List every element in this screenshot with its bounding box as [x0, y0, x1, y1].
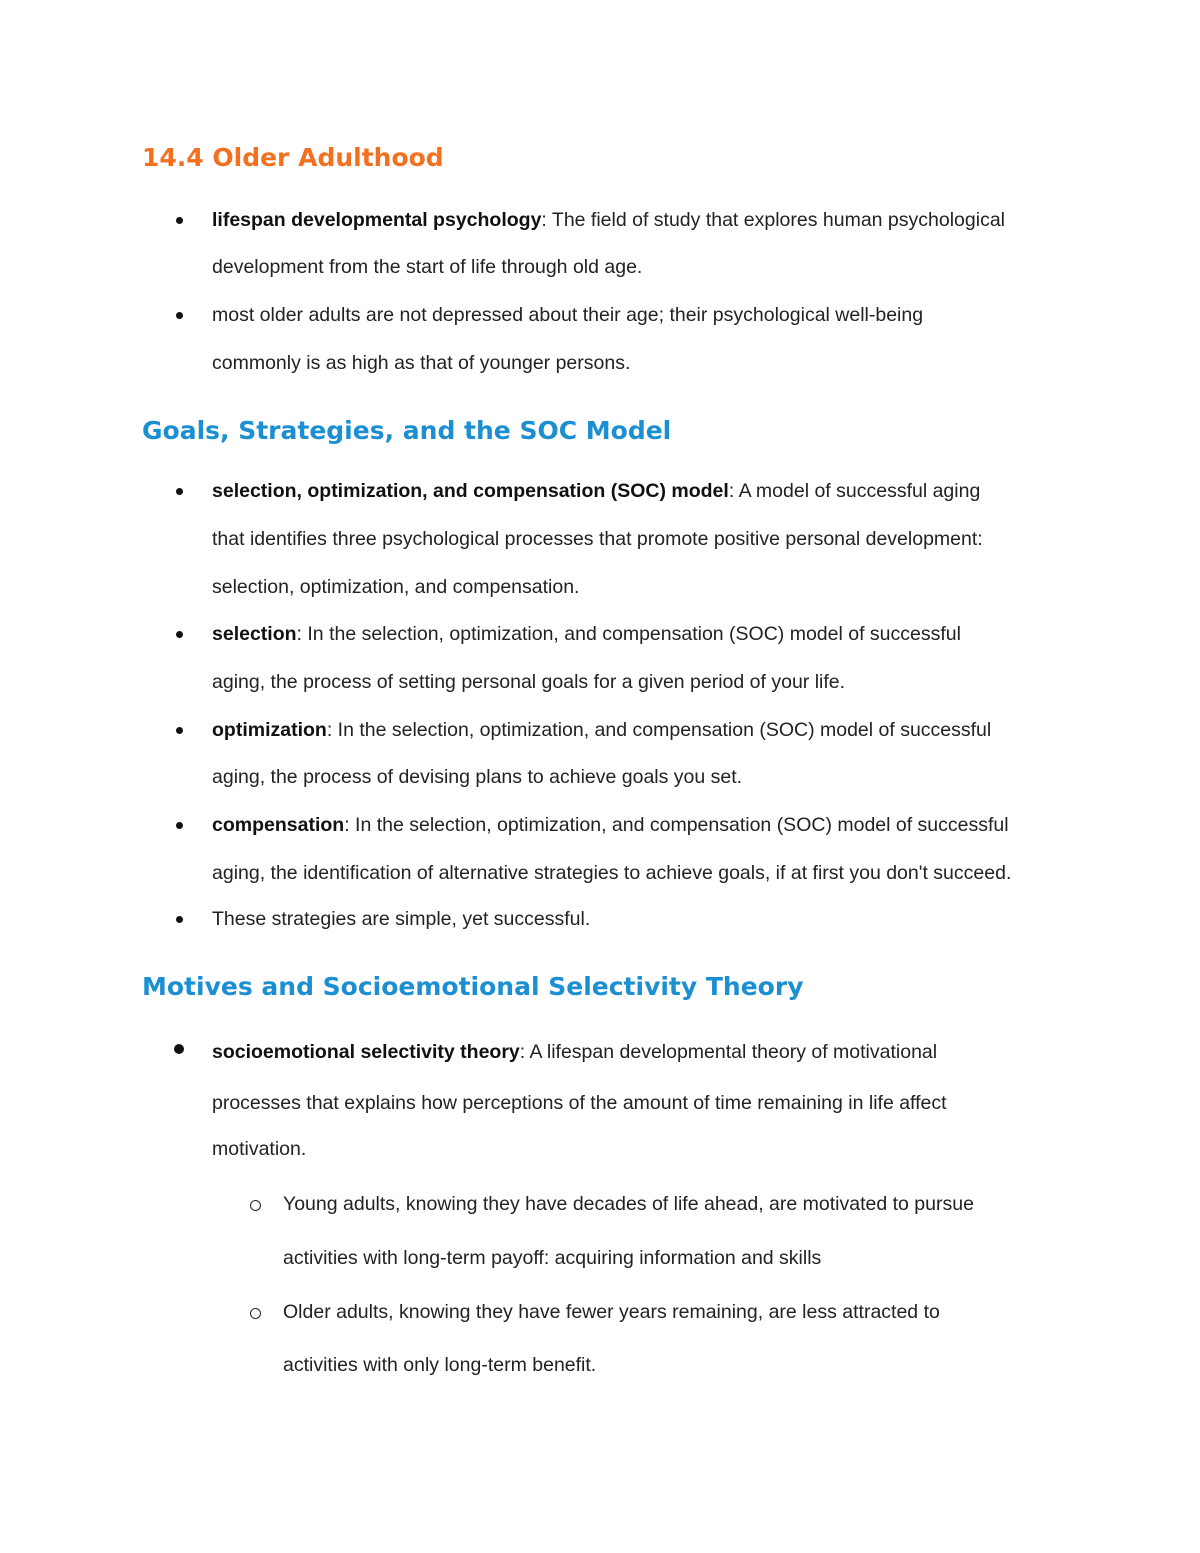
list-item-ses-theory-line2: processes that explains how perceptions of the amount of time remaining in life affect	[212, 1092, 947, 1114]
bullet-icon	[176, 916, 183, 923]
list-item-optimization-line2: aging, the process of devising plans to achieve goals you set.	[212, 766, 743, 788]
term-selection: selection	[212, 623, 297, 645]
sub-item-young-adults-line1: Young adults, knowing they have decades of life ahead, are motivated to pursue	[283, 1193, 974, 1215]
bullet-icon	[176, 312, 183, 319]
term-compensation: compensation	[212, 814, 345, 836]
list-item-lifespan-line1: lifespan developmental psychology: The field of study that explores human psychological	[212, 209, 1005, 231]
section-heading-older-adulthood: 14.4 Older Adulthood	[142, 143, 444, 172]
list-item-soc-model-line2: that identifies three psychological processes that promote positive personal development:	[212, 528, 983, 550]
section-heading-motives: Motives and Socioemotional Selectivity Theory	[142, 972, 804, 1001]
sub-item-older-adults-line2: activities with only long-term benefit.	[283, 1354, 597, 1376]
sub-item-older-adults-line1: Older adults, knowing they have fewer years remaining, are less attracted to	[283, 1301, 940, 1323]
bullet-icon	[176, 631, 183, 638]
list-item-ses-theory-line1: socioemotional selectivity theory: A lifespan developmental theory of motivational	[212, 1041, 938, 1063]
list-item-compensation-line1: compensation: In the selection, optimization, and compensation (SOC) model of successful	[212, 814, 1009, 836]
list-item-older-adults-line1: most older adults are not depressed about their age; their psychological well-being	[212, 304, 924, 326]
section-heading-soc-model: Goals, Strategies, and the SOC Model	[142, 416, 672, 445]
list-item-selection-line1: selection: In the selection, optimization, and compensation (SOC) model of successful	[212, 623, 961, 645]
sub-item-young-adults-line2: activities with long-term payoff: acquiring information and skills	[283, 1247, 822, 1269]
list-item-soc-model-line3: selection, optimization, and compensation.	[212, 576, 580, 598]
term-soc-model: selection, optimization, and compensation (SOC) model	[212, 480, 729, 502]
list-item-compensation-line2: aging, the identification of alternative strategies to achieve goals, if at first you don't succeed.	[212, 862, 1012, 884]
term-socioemotional-selectivity-theory: socioemotional selectivity theory	[212, 1041, 520, 1063]
sub-bullet-circle-icon	[250, 1308, 261, 1319]
sub-bullet-circle-icon	[250, 1200, 261, 1211]
list-item-selection-line2: aging, the process of setting personal goals for a given period of your life.	[212, 671, 846, 693]
term-lifespan-developmental-psychology: lifespan developmental psychology	[212, 209, 542, 231]
bullet-icon	[174, 1044, 184, 1054]
bullet-icon	[176, 822, 183, 829]
list-item-optimization-line1: optimization: In the selection, optimization, and compensation (SOC) model of successful	[212, 719, 992, 741]
list-item-older-adults-line2: commonly is as high as that of younger persons.	[212, 352, 631, 374]
bullet-icon	[176, 217, 183, 224]
bullet-icon	[176, 727, 183, 734]
term-optimization: optimization	[212, 719, 327, 741]
list-item-lifespan-line2: development from the start of life through old age.	[212, 256, 643, 278]
list-item-ses-theory-line3: motivation.	[212, 1138, 307, 1160]
list-item-soc-model-line1: selection, optimization, and compensation (SOC) model: A model of successful aging	[212, 480, 981, 502]
bullet-icon	[176, 488, 183, 495]
list-item-strategies: These strategies are simple, yet successful.	[212, 908, 591, 930]
